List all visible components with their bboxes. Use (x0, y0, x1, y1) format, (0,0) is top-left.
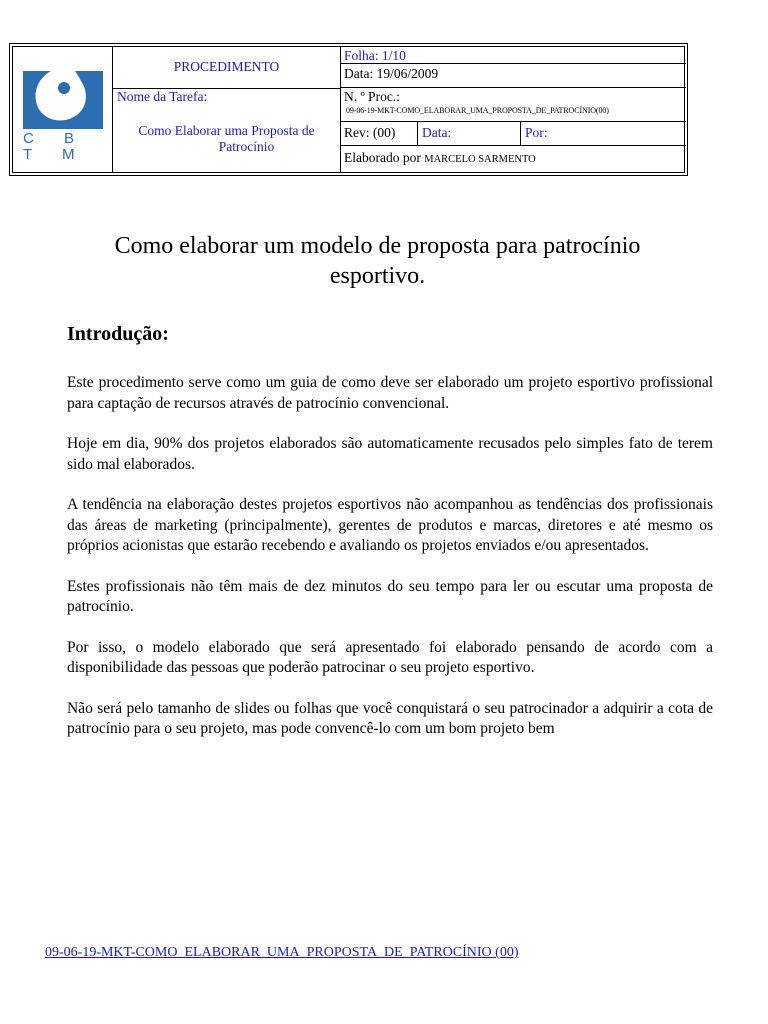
proc-number-value: 09-06-19-MKT-COMO_ELABORAR_UMA_PROPOSTA_DE_PATROCÍNIO(00) (346, 106, 609, 115)
folha-value: Folha: 1/10 (344, 48, 406, 63)
elaborado-por (344, 150, 536, 168)
document-title (40, 231, 715, 291)
paragraph: Por isso, o modelo elaborado que será apresentado foi elaborado pensando de acordo com a disponibilidade das pessoas que poderão patrocinar o seu projeto esportivo. (67, 638, 713, 676)
revision-value: Rev: (00) (344, 125, 396, 140)
paragraph: Estes profissionais não têm mais de dez minutos do seu tempo para ler ou escutar uma proposta de patrocínio. (67, 577, 713, 615)
nome-tarefa-label: Nome da Tarefa: (117, 89, 208, 104)
title-line-1: Como elaborar um modelo de proposta para patrocínio (114, 233, 641, 259)
revision-by-label: Por: (525, 125, 548, 140)
proc-number-label: N. º Proc.: (344, 89, 400, 104)
document-date: Data: 19/06/2009 (344, 66, 439, 81)
body-text (67, 373, 713, 760)
header-inner-frame (12, 46, 685, 173)
paragraph: A tendência na elaboração destes projetos esportivos não acompanhou as tendências dos profissionais das áreas de marketing (principalmente), gerentes de produtos e marcas, diretores e até mesmo os próprios acionistas que estarão recebendo e avaliando os projetos enviados e/ou apresentados. (67, 496, 713, 554)
divider (340, 87, 686, 88)
procedimento-label: PROCEDIMENTO (173, 59, 280, 74)
task-name-line-1: Como Elaborar uma Proposta de (138, 123, 315, 138)
footer-document-link[interactable]: 09-06-19-MKT-COMO_ELABORAR_UMA_PROPOSTA_DE_PATROCÍNIO (00) (45, 945, 519, 960)
divider (340, 121, 686, 122)
divider (340, 145, 686, 146)
author-name: MARCELO SARMENTO (424, 154, 536, 165)
elaborado-label: Elaborado por (344, 150, 421, 165)
paragraph: Este procedimento serve como um guia de como deve ser elaborado um projeto esportivo profissional para captação de recursos através de patrocínio convencional. (67, 374, 713, 412)
divider (417, 121, 418, 145)
intro-heading: Introdução: (67, 323, 169, 345)
paragraph: Não será pelo tamanho de slides ou folhas que você conquistará o seu patrocinador a adquirir a cota de patrocínio para o seu projeto, mas pode convencê-lo com um bom projeto bem (67, 699, 713, 737)
revision-date-label: Data: (422, 125, 452, 140)
task-name-line-2: Patrocínio (218, 139, 275, 154)
document-header-table (9, 43, 688, 176)
logo-text (23, 131, 105, 163)
title-line-2: esportivo. (329, 263, 426, 289)
divider (520, 121, 521, 145)
paragraph: Hoje em dia, 90% dos projetos elaborados são automaticamente recusados pelo simples fato de terem sido mal elaborados. (67, 435, 713, 473)
logo-letters: C B T M (23, 130, 88, 163)
